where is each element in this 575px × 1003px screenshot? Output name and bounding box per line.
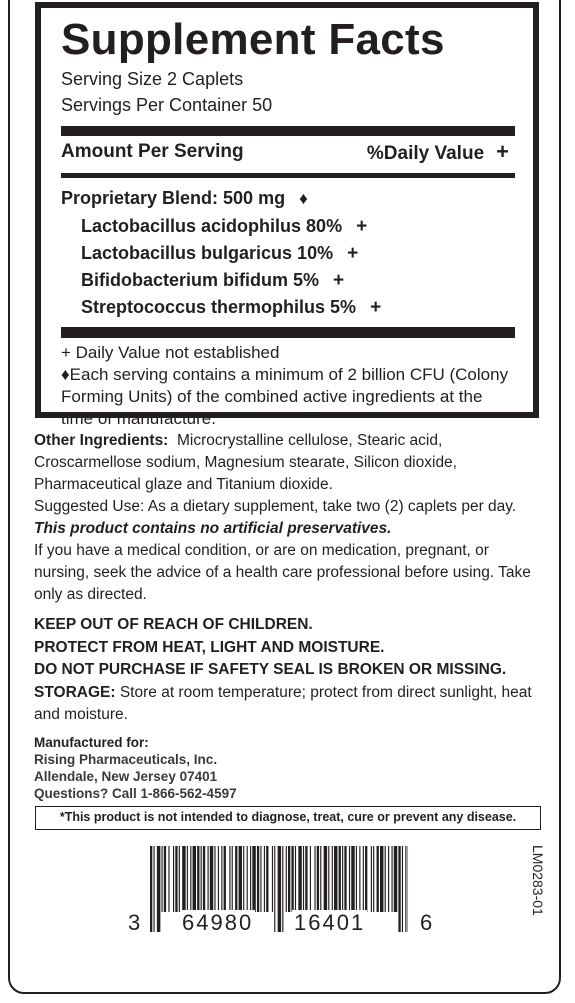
serving-size: Serving Size 2 Caplets — [61, 69, 244, 89]
divider-thick — [61, 126, 515, 136]
diamond-symbol: ♦ — [299, 189, 308, 208]
barcode-bar — [380, 846, 383, 912]
barcode-bar — [371, 846, 372, 912]
barcode-bar — [351, 846, 354, 912]
barcode-bar — [173, 846, 174, 912]
barcode-bar — [203, 846, 205, 912]
warning-children: KEEP OUT OF REACH OF CHILDREN. — [34, 616, 313, 633]
barcode-bar — [224, 846, 226, 912]
barcode-bar — [339, 846, 341, 912]
barcode-bar — [232, 846, 233, 912]
barcode-bar — [201, 846, 202, 912]
plus-symbol: + — [496, 139, 509, 164]
proprietary-blend: Proprietary Blend: 500 mg ♦ — [61, 188, 308, 208]
manufactured-for: Manufactured for: — [34, 734, 149, 750]
barcode-bar — [385, 846, 386, 912]
medical-advice: If you have a medical condition, or are on medication, pregnant, or nursing, seek the advice of a health care professional before using. Take only as directed. — [34, 542, 531, 603]
barcode-bar — [356, 846, 357, 912]
barcode-bar — [373, 846, 374, 912]
barcode-bar — [298, 846, 301, 912]
barcode-bar — [257, 846, 259, 912]
barcode-bar — [334, 846, 337, 912]
plus-symbol: + — [347, 243, 359, 264]
barcode-bar — [320, 846, 321, 912]
ingredient-row: Lactobacillus acidophilus 80% + — [81, 216, 368, 237]
barcode-bar — [182, 846, 185, 912]
barcode-bar — [239, 846, 242, 912]
barcode-bar — [272, 846, 273, 912]
barcode-bar — [286, 846, 287, 912]
barcode-bar — [363, 846, 364, 912]
barcode-bar — [157, 846, 160, 932]
fda-disclaimer: *This product is not intended to diagnose, treat, cure or prevent any disease. — [35, 806, 541, 830]
barcode-bar — [150, 846, 152, 932]
barcode-bar — [349, 846, 350, 912]
divider-thick-bottom — [61, 327, 515, 338]
barcode-bar — [153, 846, 154, 932]
company-address: Allendale, New Jersey 07401 — [34, 768, 218, 784]
ingredient-row: Lactobacillus bulgaricus 10% + — [81, 243, 359, 264]
barcode-bar — [388, 846, 389, 912]
warning-seal: DO NOT PURCHASE IF SAFETY SEAL IS BROKEN OR MISSING. — [34, 661, 507, 678]
barcode-bar — [210, 846, 213, 912]
barcode-bar — [235, 846, 237, 912]
barcode-bar — [394, 846, 397, 912]
amount-per-serving-label: Amount Per Serving — [61, 141, 244, 162]
barcode-bar — [197, 846, 199, 912]
barcode-bar — [260, 846, 261, 912]
barcode-digit-first: 3 — [128, 910, 143, 935]
barcode-bar — [344, 846, 346, 912]
servings-per-container: Servings Per Container 50 — [61, 95, 273, 115]
barcode-bar — [291, 846, 293, 912]
ingredient-row: Streptococcus thermophilus 5% + — [81, 297, 382, 318]
barcode-bar — [377, 846, 379, 912]
barcode-bar — [164, 846, 166, 912]
other-ingredients — [34, 430, 544, 496]
plus-symbol: + — [370, 297, 382, 318]
barcode-bar — [250, 846, 251, 912]
lot-code: LM0283-01 — [530, 845, 546, 916]
barcode-bar — [282, 846, 283, 932]
barcode-bar — [288, 846, 290, 912]
barcode-bar — [317, 846, 319, 912]
barcode-bar — [342, 846, 343, 912]
barcode-bar — [359, 846, 360, 912]
divider-medium — [61, 173, 515, 178]
barcode-bar — [332, 846, 333, 912]
barcode-bar — [365, 846, 367, 912]
supplement-facts-panel — [35, 2, 539, 428]
storage-title: STORAGE: — [34, 683, 116, 701]
barcode-bar — [243, 846, 244, 912]
barcode-bar — [392, 846, 393, 912]
barcode-bar — [405, 846, 406, 932]
footnote-daily-value: + Daily Value not established — [61, 343, 280, 362]
barcode-bar — [190, 846, 191, 912]
barcode-bar — [266, 846, 268, 912]
other-ingredients-title: Other Ingredients: — [34, 432, 169, 449]
warning-heat: PROTECT FROM HEAT, LIGHT AND MOISTURE. — [34, 638, 385, 656]
barcode-bar — [193, 846, 196, 912]
questions-phone: Questions? Call 1-866-562-4597 — [34, 785, 237, 801]
barcode-bar — [221, 846, 222, 912]
storage-text: Store at room temperature; protect from direct sunlight, heat and moisture. — [34, 683, 532, 723]
barcode-bar — [295, 846, 296, 912]
suggested-use: Suggested Use: As a dietary supplement, take two (2) caplets per day. — [34, 498, 517, 515]
other-ingredients-list: Microcrystalline cellulose, Stearic acid, Croscarmellose sodium, Magnesium stearate, Silicon dioxide, Pharmaceutical glaze and Titanium dioxide. — [34, 432, 457, 493]
barcode-bar — [175, 846, 177, 912]
barcode-bar — [247, 846, 248, 912]
no-preservatives-note: This product contains no artificial preservatives. — [34, 520, 392, 537]
barcode-bar — [274, 846, 275, 932]
company-name: Rising Pharmaceuticals, Inc. — [34, 751, 218, 767]
label-text-section — [34, 430, 544, 802]
barcode-bar — [305, 846, 307, 912]
barcode-bar — [168, 846, 169, 912]
barcode-bar — [314, 846, 315, 912]
barcode-bar — [214, 846, 215, 912]
barcode-bar — [218, 846, 219, 912]
ingredient-row: Bifidobacterium bifidum 5% + — [81, 270, 345, 291]
barcode-bar — [208, 846, 209, 912]
panel-title: Supplement Facts — [61, 15, 445, 64]
barcode-bar — [328, 846, 329, 912]
footnote-cfu: ♦Each serving contains a minimum of 2 billion CFU (Colony Forming Units) of the combined active ingredients at the time of manufacture. — [61, 365, 509, 428]
barcode-bar — [252, 846, 255, 912]
barcode-bar — [187, 846, 188, 912]
storage — [34, 682, 544, 726]
barcode-digits-left: 64980 — [182, 910, 254, 935]
barcode-digit-last: 6 — [420, 910, 435, 935]
barcode-bar — [310, 846, 311, 912]
barcode-bar — [303, 846, 304, 912]
barcode-bar — [229, 846, 230, 912]
barcode-digits-right: 16401 — [294, 910, 366, 935]
barcode-bar — [398, 846, 400, 932]
barcode-bar — [278, 846, 281, 932]
barcode-bar — [179, 846, 180, 912]
barcode-bar — [162, 846, 163, 912]
plus-symbol: + — [333, 270, 345, 291]
plus-symbol: + — [356, 216, 368, 237]
amount-header — [61, 138, 515, 168]
barcode-bar — [264, 846, 265, 912]
daily-value-header: %Daily Value + — [366, 139, 509, 164]
barcode-bar — [402, 846, 403, 932]
barcode-bar — [324, 846, 327, 912]
